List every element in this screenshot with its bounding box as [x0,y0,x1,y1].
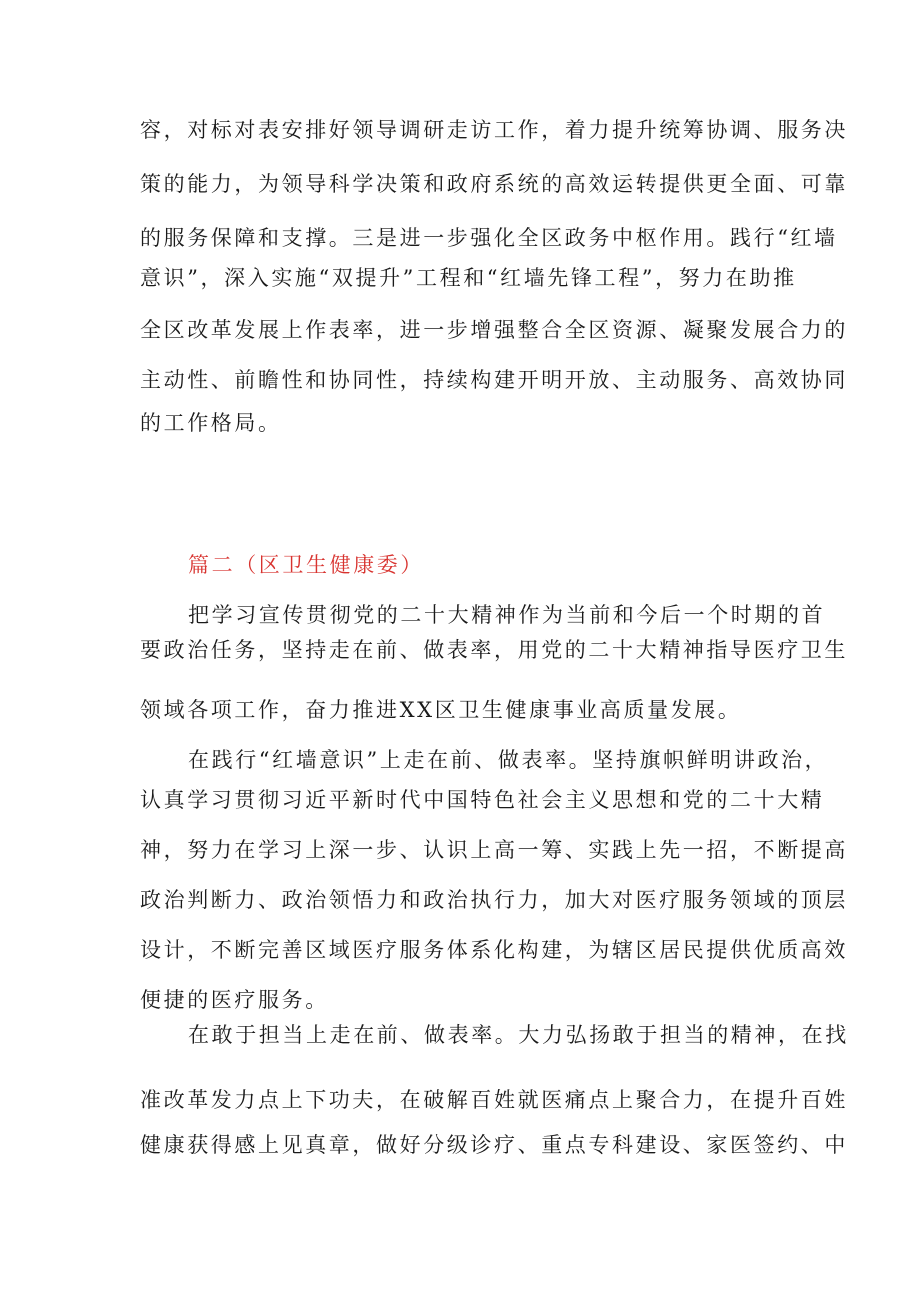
text-line: 的服务保障和支撑。三是进一步强化全区政务中枢作用。践行“红墙 [140,226,838,250]
text-line: 政治判断力、政治领悟力和政治执行力，加大对医疗服务领域的顶层 [140,888,848,912]
text-line: 神，努力在学习上深一步、认识上高一筹、实践上先一招，不断提高 [140,838,848,862]
text-line: 准改革发力点上下功夫，在破解百姓就医痛点上聚合力，在提升百姓 [140,1088,848,1112]
text-line: 容，对标对表安排好领导调研走访工作，着力提升统筹协调、服务决 [140,118,848,142]
text-line: 认真学习贯彻习近平新时代中国特色社会主义思想和党的二十大精 [140,788,825,812]
text-line: 便捷的医疗服务。 [140,988,329,1012]
text-line: 在践行“红墙意识”上走在前、做表率。坚持旗帜鲜明讲政治， [188,748,829,772]
text-line: 主动性、前瞻性和协同性，持续构建开明开放、主动服务、高效协同 [140,368,848,392]
text-line: 健康获得感上见真章，做好分级诊疗、重点专科建设、家医签约、中 [140,1133,848,1157]
text-line: 设计，不断完善区域医疗服务体系化构建，为辖区居民提供优质高效 [140,938,848,962]
text-line: 策的能力，为领导科学决策和政府系统的高效运转提供更全面、可靠 [140,172,848,196]
text-line: 要政治任务，坚持走在前、做表率，用党的二十大精神指导医疗卫生 [140,638,848,662]
text-line: 在敢于担当上走在前、做表率。大力弘扬敢于担当的精神，在找 [188,1023,849,1047]
section-heading: 篇二（区卫生健康委） [188,553,424,577]
text-line: 的工作格局。 [140,411,282,435]
text-line: 全区改革发展上作表率，进一步增强整合全区资源、凝聚发展合力的 [140,318,848,342]
text-line: 领域各项工作，奋力推进XX区卫生健康事业高质量发展。 [140,698,742,722]
text-line: 意识”，深入实施“双提升”工程和“红墙先锋工程”，努力在助推 [140,266,797,290]
text-line: 把学习宣传贯彻党的二十大精神作为当前和今后一个时期的首 [188,603,826,627]
